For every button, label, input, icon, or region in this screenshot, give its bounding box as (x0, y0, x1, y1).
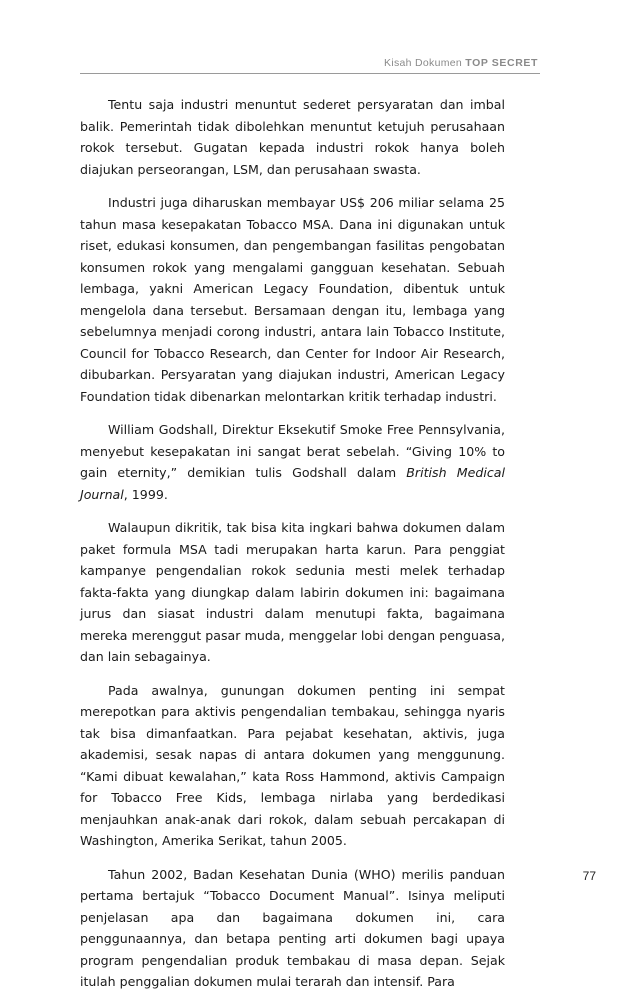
header-rule (80, 73, 540, 74)
paragraph-2: Industri juga diharuskan membayar US$ 206 miliar selama 25 tahun masa kesepakatan Tobacco MSA. Dana ini digunakan untuk riset, edukasi konsumen, dan pengembangan fasilitas pengobatan konsumen rokok yang mengalami gangguan kesehatan. Sebuah lembaga, yakni American Legacy Foundation, dibentuk untuk mengelola dana tersebut. Bersamaan dengan itu, lembaga yang sebelumnya menjadi corong industri, antara lain Tobacco Institute, Council for Tobacco Research, dan Center for Indoor Air Research, dibubarkan. Persyaratan yang diajukan industri, American Legacy Foundation tidak dibenarkan melontarkan kritik terhadap industri. (80, 195, 505, 404)
paragraph-6: Tahun 2002, Badan Kesehatan Dunia (WHO) merilis panduan pertama bertajuk “Tobacco Document Manual”. Isinya meliputi penjelasan apa dan bagaimana dokumen ini, cara penggunaannya, dan betapa penting arti dokumen bagi upaya program pengendalian produk tembakau di masa depan. Sejak itulah penggalian dokumen mulai terarah dan intensif. Para (80, 866, 505, 989)
paragraph-3 (80, 419, 505, 505)
paragraph-4: Walaupun dikritik, tak bisa kita ingkari bahwa dokumen dalam paket formula MSA tadi merupakan harta karun. Para penggiat kampanye pengendalian rokok sedunia mesti melek terhadap fakta-fakta yang diungkap dalam labirin dokumen ini: bagaimana jurus dan siasat industri dalam menutupi fakta, bagaimana mereka merenggut pasar muda, menggelar lobi dengan penguasa, dan lain sebagainya. (80, 520, 505, 664)
running-header-title: Kisah Dokumen (384, 57, 463, 69)
journal-title: British Medical Journal (80, 465, 505, 502)
running-header-title-strong: TOP SECRET (465, 57, 538, 69)
paragraph-1: Tentu saja industri menuntut sederet persyaratan dan imbal balik. Pemerintah tidak dibolehkan menuntut ketujuh perusahaan rokok tersebut. Gugatan kepada industri rokok hanya boleh diajukan perseorangan, LSM, dan perusahaan swasta. (80, 97, 505, 177)
paragraph-3-before: William Godshall, Direktur Eksekutif Smoke Free Pennsylvania, menyebut kesepakatan ini sangat berat sebelah. “Giving 10% to gain eternity,” demikian tulis Godshall dalam (80, 422, 505, 480)
paragraph-5: Pada awalnya, gunungan dokumen penting ini sempat merepotkan para aktivis pengendalian tembakau, sehingga nyaris tak bisa dimanfaatkan. Para pejabat kesehatan, aktivis, juga akademisi, sesak napas di antara dokumen yang menggunung. “Kami dibuat kewalahan,” kata Ross Hammond, aktivis Campaign for Tobacco Free Kids, lembaga nirlaba yang berdedikasi menjauhkan anak-anak dari rokok, dalam sebuah percakapan di Washington, Amerika Serikat, tahun 2005. (80, 682, 505, 848)
body-text (80, 94, 505, 993)
paragraph-3-after: , 1999. (123, 486, 168, 502)
running-header (384, 57, 538, 69)
page-number: 77 (582, 869, 596, 883)
